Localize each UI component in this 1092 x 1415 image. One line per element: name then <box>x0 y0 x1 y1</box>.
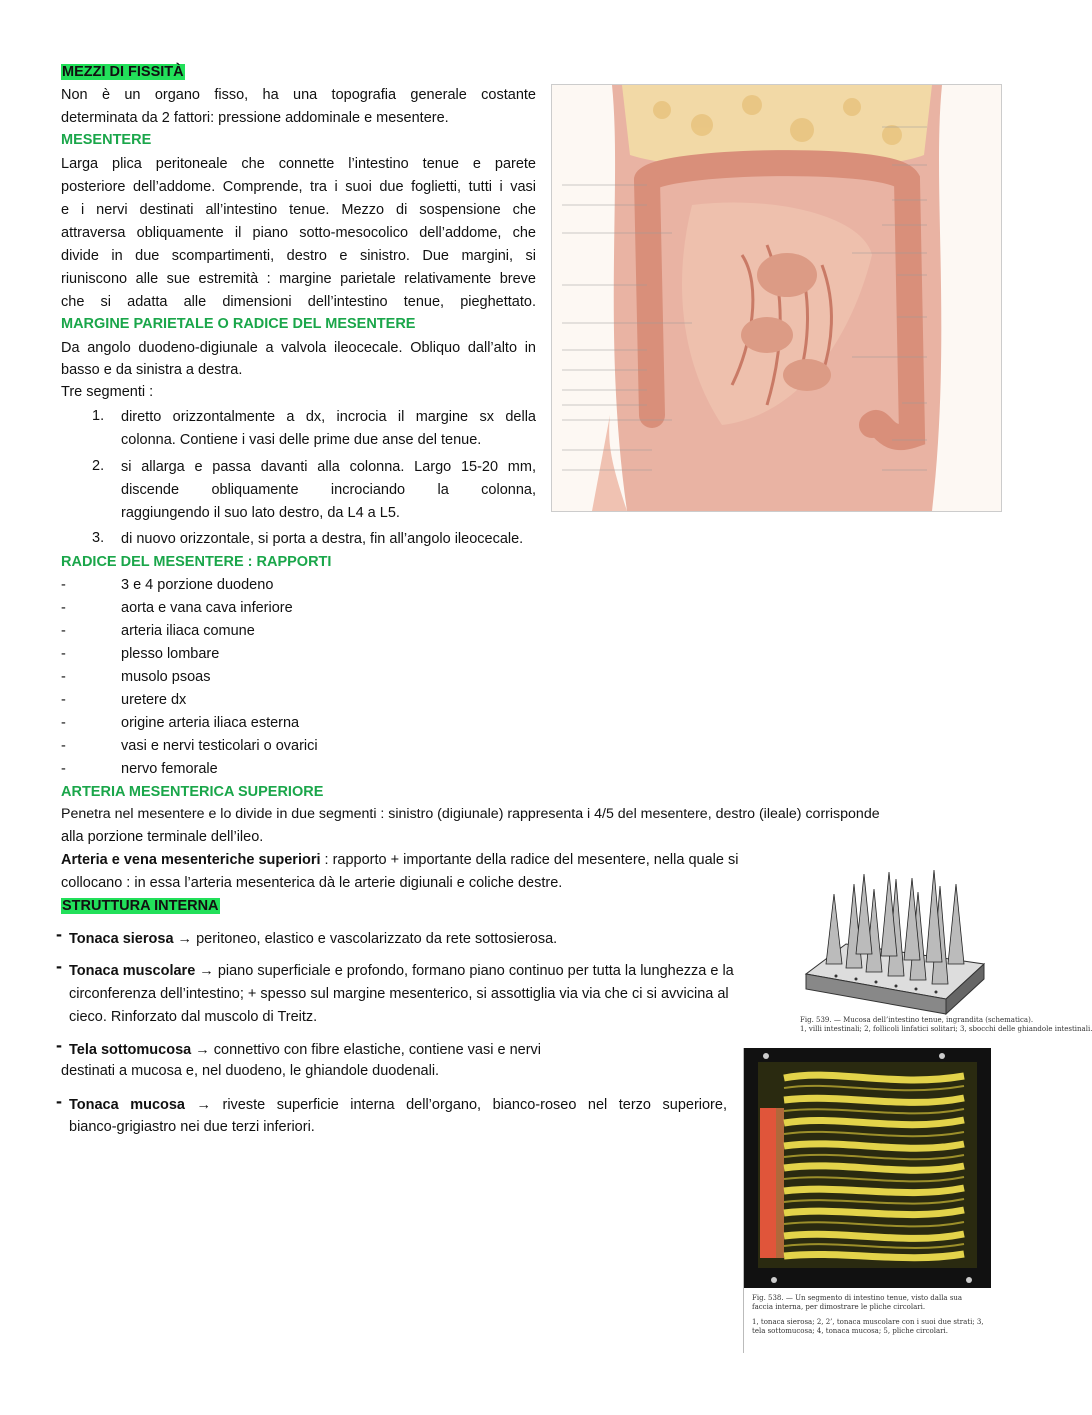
heading-mezzi-fissita: MEZZI DI FISSITÀ <box>62 64 184 80</box>
pliche-caption-2: 1, tonaca sierosa; 2, 2’, tonaca muscolare con i suoi due strati; 3, tela sottomucosa; 4, tonaca mucosa; 5, pliche circolari. <box>752 1318 984 1335</box>
tonaca-mucosa-line-2: bianco-grigiastro nei due terzi inferiori. <box>69 1119 315 1135</box>
tela-sottomucosa-line-1: Tela sottomucosa → connettivo con fibre elastiche, contiene vasi e nervi <box>69 1042 542 1058</box>
tela-sottomucosa-line-2: destinati a mucosa e, nel duodeno, le ghiandole duodenali. <box>61 1063 440 1079</box>
villi-caption-1: Fig. 539. — Mucosa dell’intestino tenue, ingrandita (schematica). <box>800 1016 1034 1024</box>
bullet-dash: - <box>56 924 62 944</box>
segment-text: raggiungendo il suo lato destro, da L4 a L5. <box>121 505 400 521</box>
rapporti-item: musolo psoas <box>121 669 211 685</box>
pliche-caption-1: Fig. 538. — Un segmento di intestino tenue, visto dalla sua faccia interna, per dimostrare le pliche circolari. <box>752 1294 963 1311</box>
rapporti-dash: - <box>61 738 66 754</box>
rapporti-item: aorta e vana cava inferiore <box>121 600 293 616</box>
rapporti-item: origine arteria iliaca esterna <box>121 715 300 731</box>
pliche-illustration <box>744 1048 991 1288</box>
segment-number: 1. <box>92 408 105 424</box>
heading-mesentere: MESENTERE <box>61 132 152 148</box>
mesentere-line: divide in due scompartimenti, destro e sinistro. Due margini, si <box>61 248 536 264</box>
segment-text: colonna. Contiene i vasi delle prime due anse del tenue. <box>121 432 482 448</box>
arteria-vena-line-2: collocano : in essa l’arteria mesenterica dà le arterie digiunali e coliche destre. <box>61 875 563 891</box>
rapporti-item: nervo femorale <box>121 761 218 777</box>
arteria-vena-term: Arteria e vena mesenteriche superiori <box>61 852 321 868</box>
mesentere-line: attraversa obliquamente il piano sotto-mesocolico dell’addome, che <box>61 225 536 241</box>
figure-villi <box>796 864 1092 1036</box>
mesentere-line: che si adatta alle dimensioni dell’intestino tenue, pieghettato. <box>61 294 536 310</box>
rapporti-dash: - <box>61 715 66 731</box>
tonaca-muscolare-line-3: cieco. Rinforzato dal muscolo di Treitz. <box>69 1009 318 1025</box>
rapporti-dash: - <box>61 692 66 708</box>
rapporti-item: 3 e 4 porzione duodeno <box>121 577 274 593</box>
tonaca-muscolare-line-1: Tonaca muscolare → piano superficiale e profondo, formano piano continuo per tutta la lunghezza e la <box>69 963 734 979</box>
rapporti-item: vasi e nervi testicolari o ovarici <box>121 738 318 754</box>
figure-pliche-circolari <box>743 1048 991 1353</box>
rapporti-item: plesso lombare <box>121 646 220 662</box>
arteria-line-1: Penetra nel mesentere e lo divide in due segmenti : sinistro (digiunale) rappresenta i 4/5 del mesentere, destro (ileale) corrisponde <box>61 806 880 822</box>
rapporti-dash: - <box>61 623 66 639</box>
margine-line-1: Da angolo duodeno-digiunale a valvola ileocecale. Obliquo dall’alto in <box>61 340 536 356</box>
segment-text: si allarga e passa davanti alla colonna. Largo 15-20 mm, <box>121 459 536 475</box>
mesentere-line: Larga plica peritoneale che connette l’intestino tenue e parete <box>61 156 536 172</box>
arteria-vena-text: : rapporto + importante della radice del mesentere, nella quale si <box>320 852 739 868</box>
segment-text: di nuovo orizzontale, si porta a destra, fin all’angolo ileocecale. <box>121 531 524 547</box>
rapporti-dash: - <box>61 669 66 685</box>
bullet-dash: - <box>56 956 62 976</box>
segment-text: discende obliquamente incrociando la colonna, <box>121 482 536 498</box>
rapporti-dash: - <box>61 646 66 662</box>
heading-arteria-mesenterica: ARTERIA MESENTERICA SUPERIORE <box>61 784 324 800</box>
segment-number: 3. <box>92 530 105 546</box>
figure-abdomen-mesentery <box>551 84 1002 512</box>
heading-rapporti: RADICE DEL MESENTERE : RAPPORTI <box>61 554 332 570</box>
villi-illustration <box>796 864 988 1009</box>
fissita-line-2: determinata da 2 fattori: pressione addominale e mesentere. <box>61 110 449 126</box>
tre-segmenti-label: Tre segmenti : <box>61 384 154 400</box>
arteria-line-2: alla porzione terminale dell’ileo. <box>61 829 264 845</box>
rapporti-item: arteria iliaca comune <box>121 623 255 639</box>
mesentere-line: posteriore dell’addome. Comprende, tra i suoi due foglietti, tutti i vasi <box>61 179 536 195</box>
arteria-vena-line-1 <box>61 850 738 870</box>
rapporti-item: uretere dx <box>121 692 187 708</box>
villi-caption-2: 1, villi intestinali; 2, follicoli linfatici solitari; 3, sbocchi delle ghiandole intestinali. <box>800 1025 1092 1033</box>
segment-text: diretto orizzontalmente a dx, incrocia il margine sx della <box>121 409 536 425</box>
heading-struttura-interna: STRUTTURA INTERNA <box>62 898 219 914</box>
tonaca-mucosa-line-1: Tonaca mucosa → riveste superficie interna dell’organo, bianco-roseo nel terzo superiore, <box>69 1097 727 1113</box>
bullet-dash: - <box>56 1091 62 1111</box>
mesentere-line: riuniscono alle sue estremità : margine parietale relativamente breve <box>61 271 536 287</box>
abdomen-illustration <box>552 85 1001 511</box>
rapporti-dash: - <box>61 577 66 593</box>
tonaca-sierosa-line: Tonaca sierosa → peritoneo, elastico e vascolarizzato da rete sottosierosa. <box>69 931 558 947</box>
margine-line-2: basso e da sinistra a destra. <box>61 362 243 378</box>
bullet-dash: - <box>56 1035 62 1055</box>
heading-margine-parietale: MARGINE PARIETALE O RADICE DEL MESENTERE <box>61 316 416 332</box>
rapporti-dash: - <box>61 600 66 616</box>
rapporti-dash: - <box>61 761 66 777</box>
mesentere-line: e i nervi destinati all’intestino tenue. Mezzo di sospensione che <box>61 202 536 218</box>
fissita-line-1: Non è un organo fisso, ha una topografia generale costante <box>61 87 536 103</box>
segment-number: 2. <box>92 458 105 474</box>
tonaca-muscolare-line-2: circonferenza dell’intestino; + spesso sul margine mesenterico, si assottiglia via via che ci si avvicina al <box>69 986 729 1002</box>
